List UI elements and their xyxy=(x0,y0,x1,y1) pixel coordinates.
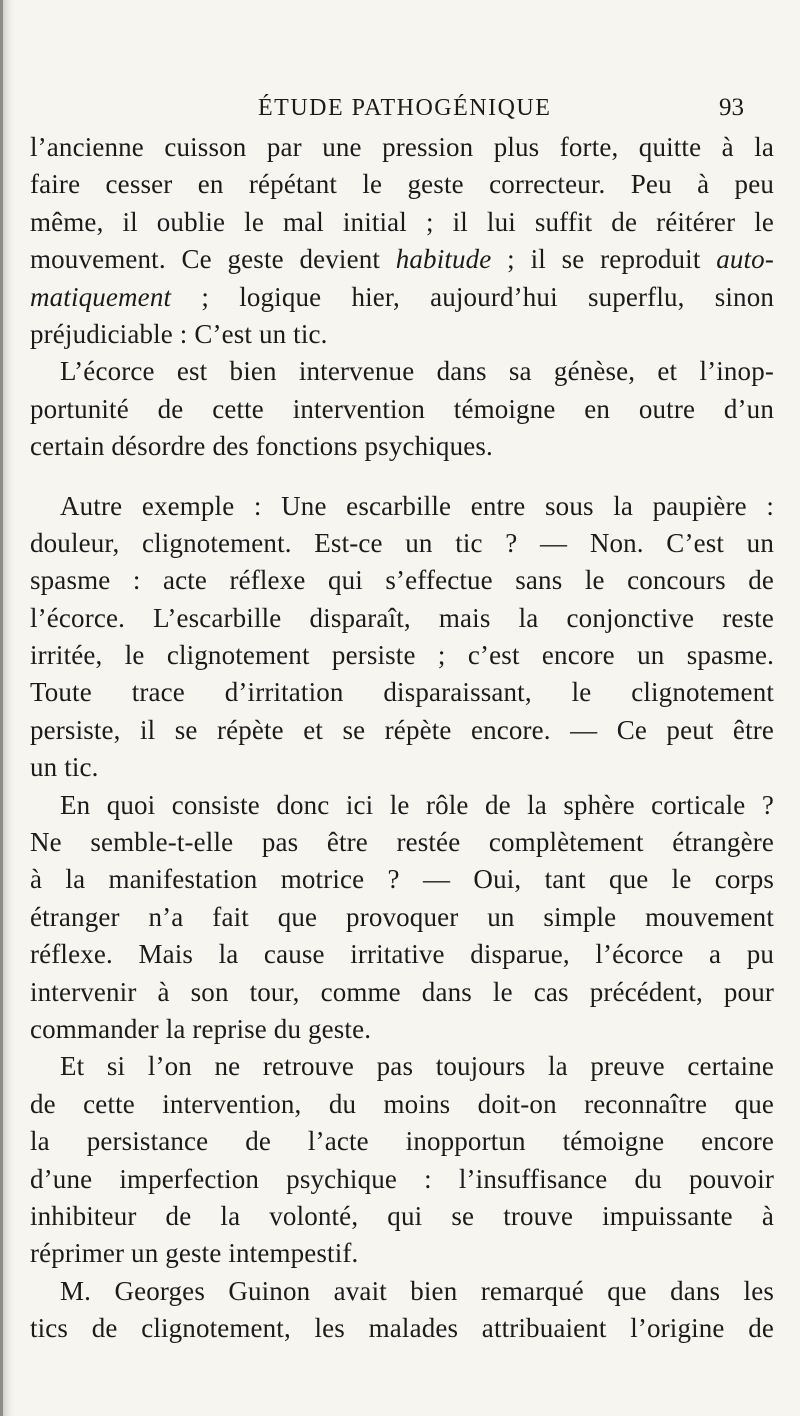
text-line xyxy=(30,241,774,278)
text-line: réflexe. Mais la cause irritative disparue, l’écorce a pu xyxy=(30,939,774,970)
text-line: irritée, le clignotement persiste ; c’est encore un spasme. xyxy=(30,640,774,671)
text-line: M. Georges Guinon avait bien remarqué que dans les xyxy=(60,1275,774,1306)
running-title: ÉTUDE PATHOGÉNIQUE xyxy=(258,95,552,121)
text-line: la persistance de l’acte inopportun témoigne encore xyxy=(30,1126,774,1157)
text-line: intervenir à son tour, comme dans le cas précédent, pour xyxy=(30,976,774,1007)
text-line: commander la reprise du geste. xyxy=(30,1013,372,1044)
text-line: Ne semble-t-elle pas être restée complètement étrangère xyxy=(30,827,774,858)
text-line: d’une imperfection psychique : l’insuffisance du pouvoir xyxy=(30,1163,774,1194)
text-line: réprimer un geste intempestif. xyxy=(30,1238,359,1269)
text-line: persiste, il se répète et se répète encore. — Ce peut être xyxy=(30,714,774,745)
text-line: étranger n’a fait que provoquer un simple mouvement xyxy=(30,901,774,932)
text-run: ; logique hier, aujourd’hui superflu, sinon xyxy=(171,281,774,312)
text-line: à la manifestation motrice ? — Oui, tant que le corps xyxy=(30,864,774,895)
text-line: de cette intervention, du moins doit-on reconnaître que xyxy=(30,1088,774,1119)
text-run: ; il se reproduit xyxy=(491,244,717,275)
text-line: Autre exemple : Une escarbille entre sous la paupière : xyxy=(60,490,774,521)
text-line: l’écorce. L’escarbille disparaît, mais la conjonctive reste xyxy=(30,602,774,633)
text-line: portunité de cette intervention témoigne en outre d’un xyxy=(30,393,774,424)
text-line: faire cesser en répétant le geste correcteur. Peu à peu xyxy=(30,169,774,200)
text-line: certain désordre des fonctions psychiques. xyxy=(30,431,493,462)
text-line: L’écorce est bien intervenue dans sa génèse, et l’inop- xyxy=(60,356,774,387)
italic-term: matiquement xyxy=(30,281,172,312)
text-line: En quoi consiste donc ici le rôle de la sphère corticale ? xyxy=(60,789,774,820)
text-line: Et si l’on ne retrouve pas toujours la preuve certaine xyxy=(60,1051,774,1082)
text-line: un tic. xyxy=(30,752,99,783)
text-line: même, il oublie le mal initial ; il lui suffit de réitérer le xyxy=(30,206,774,237)
text-line: douleur, clignotement. Est-ce un tic ? — Non. C’est un xyxy=(30,527,774,558)
text-line: préjudiciable : C’est un tic. xyxy=(30,318,328,349)
text-line xyxy=(30,279,774,316)
page-body xyxy=(30,129,774,1348)
text-line: inhibiteur de la volonté, qui se trouve impuissante à xyxy=(30,1200,774,1231)
italic-term: auto- xyxy=(716,244,774,275)
text-line: spasme : acte réflexe qui s’effectue sans le concours de xyxy=(30,565,774,596)
text-line: tics de clignotement, les malades attribuaient l’origine de xyxy=(30,1313,774,1344)
italic-term: habitude xyxy=(395,244,492,275)
page-header xyxy=(0,90,800,126)
text-run: mouvement. Ce geste devient xyxy=(30,244,396,275)
page-number: 93 xyxy=(719,94,744,121)
binding-edge xyxy=(0,0,3,1416)
text-line: l’ancienne cuisson par une pression plus forte, quitte à la xyxy=(30,132,774,162)
text-line: Toute trace d’irritation disparaissant, le clignotement xyxy=(30,677,774,708)
